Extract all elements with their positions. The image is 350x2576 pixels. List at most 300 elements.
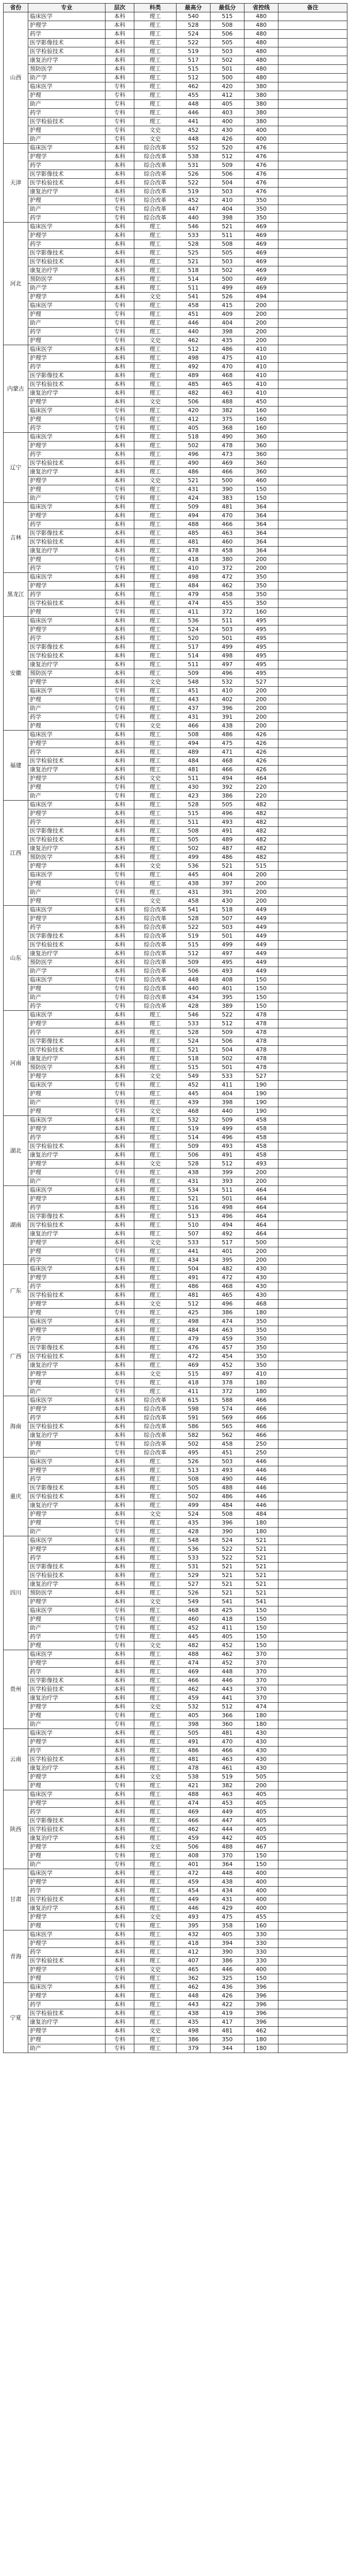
major-cell: 护理学 (28, 398, 106, 406)
remark-cell (278, 1081, 347, 1090)
major-cell: 临床医学 (28, 223, 106, 231)
max-score-cell: 362 (177, 1974, 211, 1983)
max-score-cell: 528 (177, 21, 211, 30)
level-cell: 专科 (106, 1624, 134, 1633)
control-line-cell: 462 (244, 2027, 278, 2036)
table-row (4, 188, 347, 196)
min-score-cell: 522 (211, 1554, 244, 1563)
subject-cell: 理工 (134, 1659, 177, 1668)
max-score-cell: 449 (177, 1895, 211, 1904)
control-line-cell: 190 (244, 1107, 278, 1116)
subject-cell: 理工 (134, 345, 177, 354)
subject-cell: 理工 (134, 1720, 177, 1729)
control-line-cell: 350 (244, 1317, 278, 1326)
min-score-cell: 465 (211, 380, 244, 389)
remark-cell (278, 266, 347, 275)
table-row (4, 74, 347, 82)
min-score-cell: 574 (211, 1405, 244, 1414)
subject-cell: 理工 (134, 1554, 177, 1563)
min-score-cell: 509 (211, 1116, 244, 1125)
major-cell: 医学检验技术 (28, 1422, 106, 1431)
major-cell: 护理学 (28, 293, 106, 301)
min-score-cell: 488 (211, 1843, 244, 1852)
min-score-cell: 505 (211, 801, 244, 809)
control-line-cell: 150 (244, 1974, 278, 1983)
level-cell: 本科 (106, 371, 134, 380)
major-cell: 临床医学 (28, 1930, 106, 1939)
max-score-cell: 440 (177, 214, 211, 223)
min-score-cell: 493 (211, 967, 244, 976)
major-cell: 助产 (28, 993, 106, 1002)
subject-cell: 理工 (134, 1475, 177, 1484)
level-cell: 专科 (106, 871, 134, 879)
remark-cell (278, 126, 347, 135)
major-cell: 护理学 (28, 1598, 106, 1606)
level-cell: 本科 (106, 1747, 134, 1755)
max-score-cell: 533 (177, 1554, 211, 1563)
max-score-cell: 515 (177, 1063, 211, 1072)
subject-cell: 理工 (134, 1729, 177, 1738)
max-score-cell: 452 (177, 196, 211, 205)
control-line-cell: 521 (244, 1589, 278, 1598)
control-line-cell: 330 (244, 1930, 278, 1939)
control-line-cell: 150 (244, 1615, 278, 1624)
level-cell: 本科 (106, 152, 134, 161)
subject-cell: 理工 (134, 608, 177, 617)
max-score-cell: 526 (177, 1589, 211, 1598)
remark-cell (278, 1204, 347, 1212)
table-row (4, 1431, 347, 1440)
control-line-cell: 330 (244, 1939, 278, 1948)
remark-cell (278, 65, 347, 74)
table-row (4, 634, 347, 643)
min-score-cell: 475 (211, 1913, 244, 1922)
max-score-cell: 462 (177, 82, 211, 91)
max-score-cell: 533 (177, 231, 211, 240)
level-cell: 本科 (106, 2027, 134, 2036)
major-cell: 医学检验技术 (28, 1221, 106, 1230)
min-score-cell: 503 (211, 188, 244, 196)
min-score-cell: 463 (211, 1326, 244, 1335)
table-row (4, 1536, 347, 1545)
level-cell: 专科 (106, 1387, 134, 1396)
subject-cell: 综合改革 (134, 1440, 177, 1449)
min-score-cell: 412 (211, 91, 244, 100)
major-cell: 临床医学 (28, 906, 106, 914)
control-line-cell: 505 (244, 1773, 278, 1782)
table-row (4, 1878, 347, 1887)
subject-cell: 理工 (134, 371, 177, 380)
remark-cell (278, 380, 347, 389)
control-line-cell: 350 (244, 590, 278, 599)
max-score-cell: 418 (177, 555, 211, 564)
subject-cell: 理工 (134, 1852, 177, 1860)
major-cell: 预防医学 (28, 958, 106, 967)
remark-cell (278, 1046, 347, 1055)
subject-cell: 文史 (134, 1843, 177, 1852)
min-score-cell: 390 (211, 485, 244, 494)
control-line-cell: 364 (244, 538, 278, 547)
max-score-cell: 462 (177, 336, 211, 345)
min-score-cell: 438 (211, 1878, 244, 1887)
max-score-cell: 379 (177, 2044, 211, 2053)
control-line-cell: 180 (244, 1720, 278, 1729)
max-score-cell: 513 (177, 1466, 211, 1475)
remark-cell (278, 538, 347, 547)
subject-cell: 理工 (134, 879, 177, 888)
table-row (4, 319, 347, 328)
remark-cell (278, 1335, 347, 1344)
subject-cell: 理工 (134, 1282, 177, 1291)
subject-cell: 理工 (134, 1230, 177, 1239)
major-cell: 临床医学 (28, 617, 106, 625)
control-line-cell: 476 (244, 179, 278, 188)
min-score-cell: 504 (211, 179, 244, 188)
min-score-cell: 521 (211, 1571, 244, 1580)
max-score-cell: 440 (177, 328, 211, 336)
level-cell: 专科 (106, 415, 134, 424)
min-score-cell: 449 (211, 1808, 244, 1817)
table-row (4, 1239, 347, 1247)
province-cell: 安徽 (4, 617, 28, 731)
min-score-cell: 501 (211, 1063, 244, 1072)
max-score-cell: 448 (177, 100, 211, 109)
min-score-cell: 500 (211, 477, 244, 485)
major-cell: 护理学 (28, 1125, 106, 1133)
major-cell: 护理学 (28, 477, 106, 485)
remark-cell (278, 958, 347, 967)
max-score-cell: 490 (177, 459, 211, 468)
table-row (4, 1974, 347, 1983)
min-score-cell: 344 (211, 2044, 244, 2053)
subject-cell: 理工 (134, 117, 177, 126)
remark-cell (278, 783, 347, 792)
control-line-cell: 476 (244, 161, 278, 170)
control-line-cell: 478 (244, 1046, 278, 1055)
remark-cell (278, 310, 347, 319)
remark-cell (278, 1256, 347, 1265)
subject-cell: 理工 (134, 1151, 177, 1160)
remark-cell (278, 844, 347, 853)
min-score-cell: 499 (211, 1125, 244, 1133)
max-score-cell: 411 (177, 608, 211, 617)
subject-cell: 理工 (134, 1685, 177, 1694)
max-score-cell: 494 (177, 512, 211, 520)
subject-cell: 理工 (134, 433, 177, 442)
table-row (4, 170, 347, 179)
max-score-cell: 469 (177, 1361, 211, 1370)
table-row (4, 1063, 347, 1072)
subject-cell: 综合改革 (134, 161, 177, 170)
max-score-cell: 423 (177, 792, 211, 801)
table-row (4, 1037, 347, 1046)
min-score-cell: 490 (211, 1475, 244, 1484)
remark-cell (278, 170, 347, 179)
remark-cell (278, 223, 347, 231)
major-cell: 临床医学 (28, 871, 106, 879)
min-score-cell: 393 (211, 1177, 244, 1186)
control-line-cell: 480 (244, 39, 278, 47)
control-line-cell: 455 (244, 1913, 278, 1922)
subject-cell: 理工 (134, 1291, 177, 1300)
control-line-cell: 180 (244, 1379, 278, 1387)
control-line-cell: 430 (244, 1764, 278, 1773)
subject-cell: 理工 (134, 739, 177, 748)
max-score-cell: 451 (177, 687, 211, 696)
remark-cell (278, 1729, 347, 1738)
remark-cell (278, 1063, 347, 1072)
level-cell: 本科 (106, 967, 134, 976)
control-line-cell: 190 (244, 1098, 278, 1107)
major-cell: 护理学 (28, 1195, 106, 1204)
level-cell: 本科 (106, 1055, 134, 1063)
major-cell: 助产学 (28, 284, 106, 293)
min-score-cell: 366 (211, 1711, 244, 1720)
remark-cell (278, 862, 347, 871)
max-score-cell: 524 (177, 30, 211, 39)
table-row (4, 406, 347, 415)
subject-cell: 综合改革 (134, 1422, 177, 1431)
major-cell: 护理 (28, 1107, 106, 1116)
level-cell: 本科 (106, 12, 134, 21)
min-score-cell: 442 (211, 1834, 244, 1843)
remark-cell (278, 748, 347, 757)
min-score-cell: 500 (211, 275, 244, 284)
subject-cell: 理工 (134, 39, 177, 47)
level-cell: 本科 (106, 1484, 134, 1493)
min-score-cell: 482 (211, 1265, 244, 1274)
control-line-cell: 449 (244, 967, 278, 976)
subject-cell: 理工 (134, 1458, 177, 1466)
level-cell: 专科 (106, 888, 134, 897)
province-cell: 陕西 (4, 1790, 28, 1869)
remark-cell (278, 2001, 347, 2009)
control-line-cell: 430 (244, 1282, 278, 1291)
control-line-cell: 150 (244, 1852, 278, 1860)
subject-cell: 理工 (134, 1484, 177, 1493)
table-row (4, 39, 347, 47)
min-score-cell: 518 (211, 906, 244, 914)
level-cell: 本科 (106, 1116, 134, 1125)
level-cell: 本科 (106, 275, 134, 284)
major-cell: 临床医学 (28, 687, 106, 696)
remark-cell (278, 1098, 347, 1107)
min-score-cell: 491 (211, 827, 244, 836)
max-score-cell: 469 (177, 1668, 211, 1676)
table-row (4, 1501, 347, 1510)
min-score-cell: 466 (211, 520, 244, 529)
major-cell: 药学 (28, 1747, 106, 1755)
control-line-cell: 400 (244, 1887, 278, 1895)
subject-cell: 理工 (134, 459, 177, 468)
max-score-cell: 522 (177, 39, 211, 47)
min-score-cell: 444 (211, 1825, 244, 1834)
max-score-cell: 502 (177, 442, 211, 450)
table-row (4, 599, 347, 608)
remark-cell (278, 21, 347, 30)
table-row (4, 1904, 347, 1913)
table-row (4, 1072, 347, 1081)
major-cell: 临床医学 (28, 1265, 106, 1274)
max-score-cell: 519 (177, 188, 211, 196)
level-cell: 本科 (106, 836, 134, 844)
subject-cell: 综合改革 (134, 1002, 177, 1011)
subject-cell: 理工 (134, 1694, 177, 1703)
max-score-cell: 454 (177, 1887, 211, 1895)
max-score-cell: 474 (177, 1659, 211, 1668)
control-line-cell: 430 (244, 1729, 278, 1738)
major-cell: 药学 (28, 109, 106, 117)
major-cell: 临床医学 (28, 1606, 106, 1615)
max-score-cell: 548 (177, 1536, 211, 1545)
major-cell: 预防医学 (28, 853, 106, 862)
remark-cell (278, 879, 347, 888)
table-row (4, 1133, 347, 1142)
table-row (4, 923, 347, 932)
table-row (4, 258, 347, 266)
min-score-cell: 411 (211, 1624, 244, 1633)
min-score-cell: 400 (211, 117, 244, 126)
subject-cell: 理工 (134, 1983, 177, 1992)
subject-cell: 理工 (134, 275, 177, 284)
min-score-cell: 368 (211, 424, 244, 433)
remark-cell (278, 1484, 347, 1493)
max-score-cell: 508 (177, 1475, 211, 1484)
min-score-cell: 496 (211, 669, 244, 678)
control-line-cell: 200 (244, 310, 278, 319)
subject-cell: 理工 (134, 21, 177, 30)
remark-cell (278, 56, 347, 65)
table-row (4, 196, 347, 205)
subject-cell: 理工 (134, 1624, 177, 1633)
table-row (4, 547, 347, 555)
level-cell: 本科 (106, 1878, 134, 1887)
table-body (4, 12, 347, 2053)
max-score-cell: 524 (177, 1037, 211, 1046)
max-score-cell: 386 (177, 2036, 211, 2044)
remark-cell (278, 39, 347, 47)
subject-cell: 理工 (134, 91, 177, 100)
subject-cell: 文史 (134, 722, 177, 731)
remark-cell (278, 1536, 347, 1545)
remark-cell (278, 1974, 347, 1983)
major-cell: 医学影像技术 (28, 827, 106, 836)
level-cell: 本科 (106, 1887, 134, 1895)
control-line-cell: 449 (244, 941, 278, 950)
max-score-cell: 534 (177, 1186, 211, 1195)
major-cell: 护理学 (28, 354, 106, 363)
table-row (4, 1055, 347, 1063)
table-row (4, 135, 347, 144)
subject-cell: 文史 (134, 1107, 177, 1116)
remark-cell (278, 196, 347, 205)
major-cell: 医学影像技术 (28, 529, 106, 538)
subject-cell: 理工 (134, 415, 177, 424)
control-line-cell: 478 (244, 1037, 278, 1046)
major-cell: 医学检验技术 (28, 380, 106, 389)
subject-cell: 理工 (134, 1992, 177, 2001)
max-score-cell: 431 (177, 1177, 211, 1186)
min-score-cell: 522 (211, 1011, 244, 1020)
major-cell: 临床医学 (28, 976, 106, 985)
min-score-cell: 404 (211, 1090, 244, 1098)
min-score-cell: 372 (211, 564, 244, 573)
table-row (4, 1720, 347, 1729)
province-cell: 湖北 (4, 1116, 28, 1186)
subject-cell: 理工 (134, 1274, 177, 1282)
control-line-cell: 469 (244, 240, 278, 249)
control-line-cell: 521 (244, 1554, 278, 1563)
major-cell: 药学 (28, 748, 106, 757)
table-row (4, 1790, 347, 1799)
max-score-cell: 448 (177, 976, 211, 985)
level-cell: 本科 (106, 389, 134, 398)
major-cell: 药学 (28, 1002, 106, 1011)
subject-cell: 理工 (134, 809, 177, 818)
province-cell: 海南 (4, 1396, 28, 1458)
max-score-cell: 432 (177, 1930, 211, 1939)
remark-cell (278, 161, 347, 170)
max-score-cell: 509 (177, 958, 211, 967)
level-cell: 本科 (106, 39, 134, 47)
level-cell: 本科 (106, 1414, 134, 1422)
subject-cell: 理工 (134, 748, 177, 757)
max-score-cell: 514 (177, 652, 211, 660)
remark-cell (278, 477, 347, 485)
major-cell: 康复治疗学 (28, 1580, 106, 1589)
control-line-cell: 400 (244, 1904, 278, 1913)
province-cell: 宁夏 (4, 1983, 28, 2053)
max-score-cell: 509 (177, 503, 211, 512)
remark-cell (278, 2009, 347, 2018)
major-cell: 医学检验技术 (28, 1291, 106, 1300)
min-score-cell: 506 (211, 170, 244, 179)
control-line-cell: 410 (244, 389, 278, 398)
table-row (4, 678, 347, 687)
major-cell: 药学 (28, 520, 106, 529)
major-cell: 护理学 (28, 1965, 106, 1974)
remark-cell (278, 1598, 347, 1606)
major-cell: 助产 (28, 135, 106, 144)
min-score-cell: 408 (211, 976, 244, 985)
subject-cell: 文史 (134, 1510, 177, 1519)
major-cell: 助产 (28, 1860, 106, 1869)
min-score-cell: 468 (211, 371, 244, 380)
max-score-cell: 518 (177, 1055, 211, 1063)
table-row (4, 713, 347, 722)
table-row (4, 1344, 347, 1352)
min-score-cell: 463 (211, 1755, 244, 1764)
max-score-cell: 431 (177, 888, 211, 897)
remark-cell (278, 1317, 347, 1326)
major-cell: 康复治疗学 (28, 1834, 106, 1843)
min-score-cell: 436 (211, 1983, 244, 1992)
max-score-cell: 532 (177, 1703, 211, 1711)
control-line-cell: 180 (244, 1309, 278, 1317)
max-score-cell: 458 (177, 301, 211, 310)
min-score-cell: 395 (211, 993, 244, 1002)
min-score-cell: 402 (211, 696, 244, 704)
max-score-cell: 451 (177, 310, 211, 319)
remark-cell (278, 582, 347, 590)
table-row (4, 1703, 347, 1711)
min-score-cell: 486 (211, 1493, 244, 1501)
control-line-cell: 405 (244, 1790, 278, 1799)
subject-cell: 理工 (134, 547, 177, 555)
remark-cell (278, 1554, 347, 1563)
control-line-cell: 458 (244, 1133, 278, 1142)
min-score-cell: 498 (211, 652, 244, 660)
